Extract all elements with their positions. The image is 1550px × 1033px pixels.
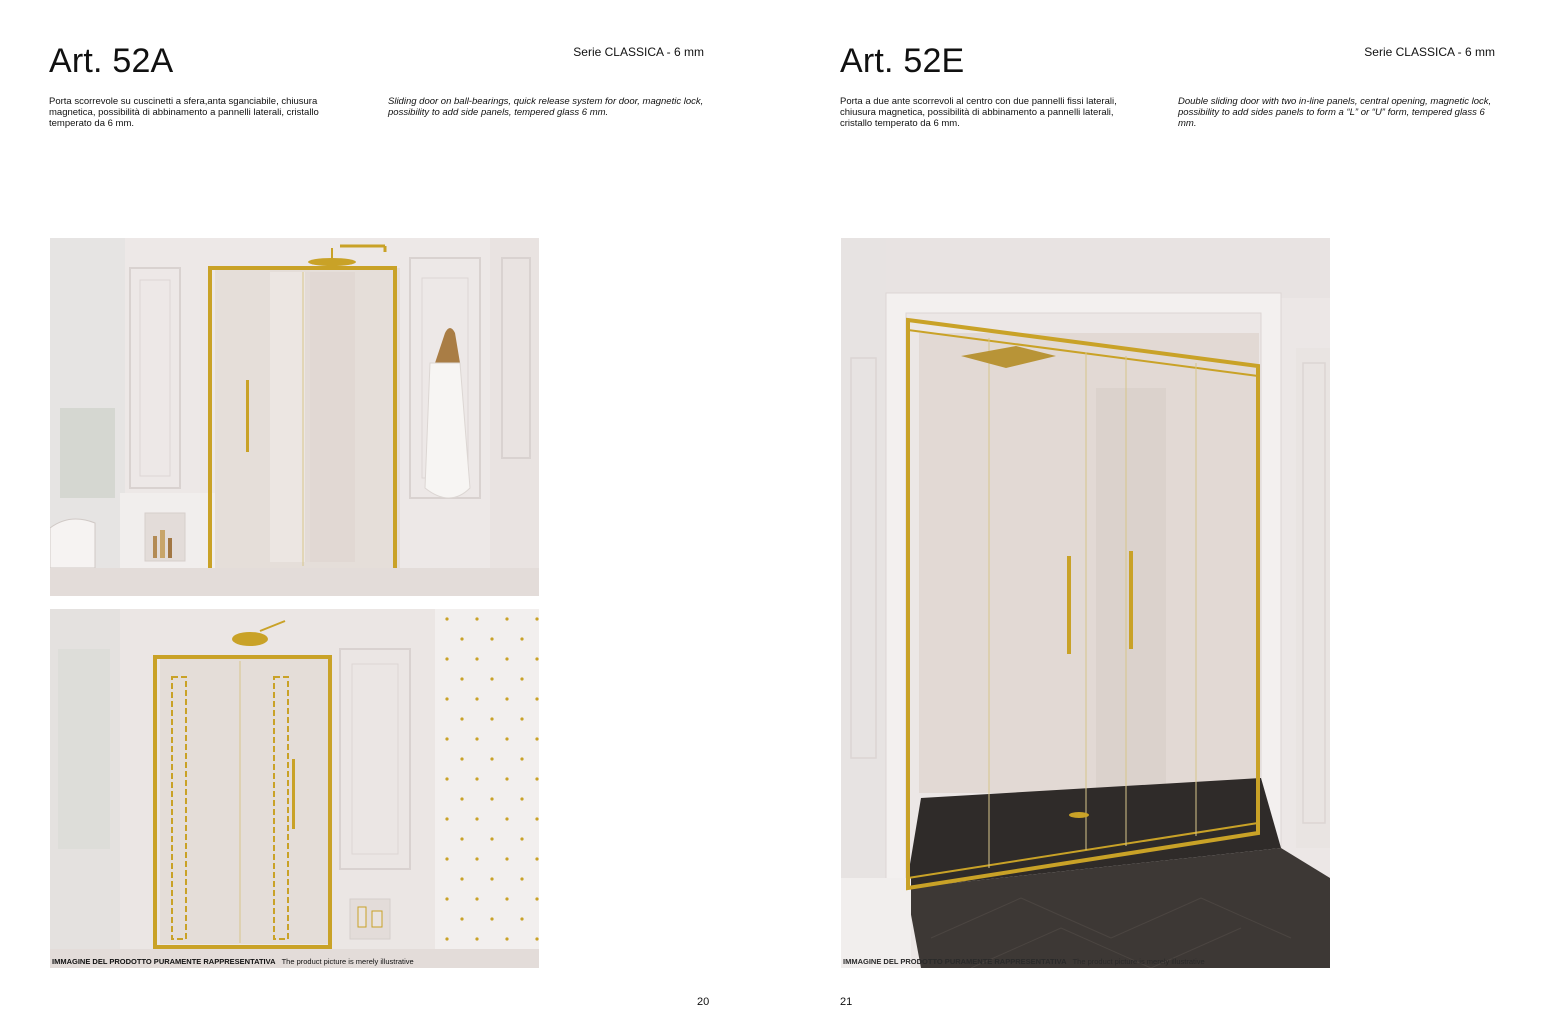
description-english: Double sliding door with two in-line panels, central opening, magnetic lock, possibility to add sides panels to form a “L” or “U” form, tempered glass 6 mm.	[1178, 96, 1492, 129]
disclaimer-italian: IMMAGINE DEL PRODOTTO PURAMENTE RAPPRESENTATIVA	[52, 957, 276, 966]
article-title: Art. 52A	[49, 42, 174, 80]
disclaimer-italian: IMMAGINE DEL PRODOTTO PURAMENTE RAPPRESENTATIVA	[843, 957, 1067, 966]
product-photo-decorated-door	[50, 609, 539, 968]
disclaimer-english: The product picture is merely illustrative	[281, 957, 414, 966]
article-title: Art. 52E	[840, 42, 965, 80]
page-number: 21	[840, 996, 853, 1008]
description-italian: Porta scorrevole su cuscinetti a sfera,anta sganciabile, chiusura magnetica, possibilità di abbinamento a pannelli laterali, cristallo temperato da 6 mm.	[49, 96, 319, 129]
description-english: Sliding door on ball-bearings, quick release system for door, magnetic lock, possibility to add side panels, tempered glass 6 mm.	[388, 96, 704, 118]
product-photo-double-sliding-door	[841, 238, 1330, 968]
page-number: 20	[697, 996, 710, 1008]
product-photo-sliding-door	[50, 238, 539, 596]
photo-disclaimer	[52, 957, 414, 966]
description-italian: Porta a due ante scorrevoli al centro con due pannelli fissi laterali, chiusura magnetica, possibilità di abbinamento a pannelli laterali, cristallo temperato da 6 mm.	[840, 96, 1117, 129]
series-label: Serie CLASSICA - 6 mm	[1364, 45, 1495, 59]
series-label: Serie CLASSICA - 6 mm	[573, 45, 704, 59]
disclaimer-english: The product picture is merely illustrative	[1072, 957, 1205, 966]
catalog-page-right	[775, 0, 1550, 1033]
photo-disclaimer	[843, 957, 1205, 966]
